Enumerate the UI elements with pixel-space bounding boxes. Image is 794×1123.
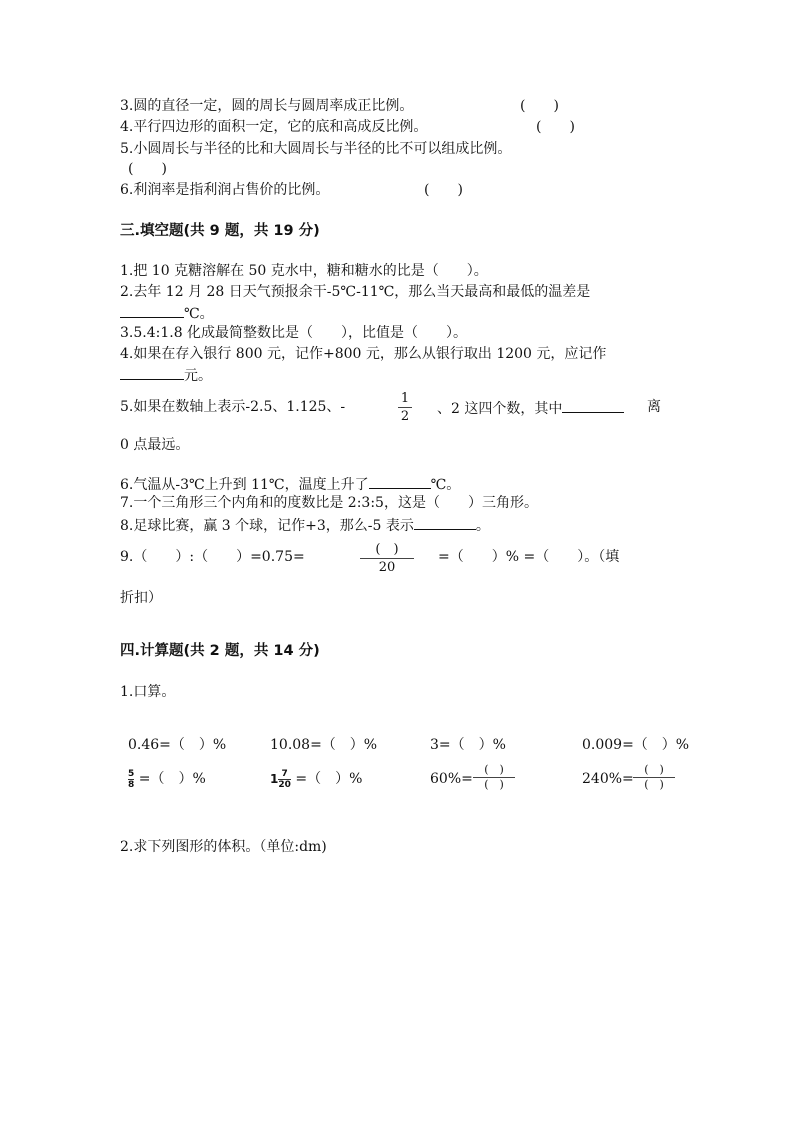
calc-row2-item1-fraction	[128, 769, 134, 790]
section3-title: 三.填空题(共 9 题，共 19 分)	[120, 223, 320, 239]
calc-row2-item4-num[interactable]: ( )	[644, 763, 664, 776]
calc-row1-item2[interactable]: 10.08=（ ）%	[270, 737, 378, 753]
fill-q8-blank[interactable]	[414, 515, 476, 530]
calc-row2-item1-rest: =（ ）%	[138, 771, 206, 787]
fill-q8-text: 8.足球比赛，赢 3 个球，记作+3，那么-5 表示	[120, 518, 414, 534]
fill-q4-unit: 元。	[184, 368, 212, 384]
judge-q5-answer[interactable]: ( )	[128, 161, 167, 177]
fill-q2-line1: 2.去年 12 月 28 日天气预报余干-5℃-11℃，那么当天最高和最低的温差是	[120, 284, 591, 300]
fill-q8-end: 。	[475, 518, 490, 534]
calc-q2: 2.求下列图形的体积。（单位:dm)	[120, 839, 327, 855]
fill-q6	[120, 474, 460, 494]
fill-q2-line2	[120, 303, 214, 323]
calc-row2-item2-den: 20	[278, 779, 291, 790]
fill-q6-blank[interactable]	[369, 474, 431, 489]
calc-row2-item2[interactable]	[270, 767, 362, 791]
calc-row2-item3-fraction[interactable]	[473, 764, 515, 791]
fill-q6-unit: ℃。	[430, 477, 461, 493]
fill-q9-fraction	[360, 542, 414, 575]
fill-q5-line1-b	[437, 398, 624, 418]
calc-row2-item1-den: 8	[128, 779, 135, 790]
fill-q8	[120, 515, 490, 535]
calc-row2-item2-fraction	[278, 769, 291, 790]
fill-q9-fraction-numerator[interactable]: ( )	[375, 542, 399, 557]
fill-q9-fraction-bar	[360, 558, 414, 559]
calc-row2-item2-num: 7	[281, 768, 288, 779]
fill-q6-text: 6.气温从-3℃上升到 11℃，温度上升了	[120, 477, 369, 493]
fill-q5-line2: 0 点最远。	[120, 437, 190, 453]
calc-row2-item1-num: 5	[128, 768, 135, 779]
fill-q3: 3.5.4:1.8 化成最简整数比是（ ），比值是（ ）。	[120, 325, 468, 341]
fill-q9-line2: 折扣）	[120, 590, 162, 606]
section4-title: 四.计算题(共 2 题，共 14 分)	[120, 643, 320, 659]
calc-row2-item3-den[interactable]: ( )	[484, 778, 504, 791]
calc-row1-item1[interactable]: 0.46=（ ）%	[128, 737, 227, 753]
fill-q7: 7.一个三角形三个内角和的度数比是 2:3:5，这是（ ）三角形。	[120, 495, 538, 511]
calc-row2-item2-whole: 1	[270, 772, 279, 786]
fill-q2-unit: ℃。	[184, 306, 214, 322]
judge-q5: 5.小圆周长与半径的比和大圆周长与半径的比不可以组成比例。	[120, 141, 512, 157]
judge-q3-text: 3.圆的直径一定，圆的周长与圆周率成正比例。	[120, 98, 414, 114]
calc-row2-item1[interactable]	[128, 767, 206, 791]
judge-q3	[120, 97, 413, 115]
judge-q6-answer[interactable]: ( )	[424, 182, 463, 198]
fill-q4-line1: 4.如果在存入银行 800 元，记作+800 元，那么从银行取出 1200 元，应记作	[120, 346, 607, 362]
fill-q2-blank[interactable]	[120, 303, 184, 318]
fill-q5-fraction-bar	[398, 407, 412, 408]
judge-q4: 4.平行四边形的面积一定，它的底和高成反比例。	[120, 119, 428, 135]
fill-q1: 1.把 10 克糖溶解在 50 克水中，糖和糖水的比是（ ）。	[120, 263, 488, 279]
fill-q9-line1-a: 9.（ ）:（ ）=0.75=	[120, 549, 305, 565]
judge-q3-answer[interactable]: ( )	[520, 98, 559, 114]
fill-q5-blank[interactable]	[562, 398, 624, 413]
fill-q4-line2	[120, 365, 212, 385]
calc-row1-item4[interactable]: 0.009=（ ）%	[582, 737, 690, 753]
fill-q4-blank[interactable]	[120, 365, 184, 380]
calc-q1: 1.口算。	[120, 684, 176, 700]
judge-q6: 6.利润率是指利润占售价的比例。	[120, 182, 330, 198]
calc-row2-item4-fraction[interactable]	[633, 764, 675, 791]
calc-row2-item3-num[interactable]: ( )	[484, 763, 504, 776]
calc-row2-item4-den[interactable]: ( )	[644, 778, 664, 791]
fill-q5-line1-a: 5.如果在数轴上表示-2.5、1.125、-	[120, 399, 346, 415]
fill-q5-fraction-denominator: 2	[400, 409, 410, 424]
fill-q5-fraction-numerator: 1	[400, 391, 410, 406]
fill-q9-line1-b: =（ ）% =（ ）。（填	[438, 549, 620, 565]
calc-row2-item3-left: 60%=	[430, 771, 473, 787]
fill-q9-fraction-denominator: 20	[378, 560, 396, 575]
fill-q5-mid-text: 、2 这四个数，其中	[437, 401, 563, 417]
calc-row2-item4-left: 240%=	[582, 771, 634, 787]
calc-row2-item2-rest: =（ ）%	[295, 771, 363, 787]
fill-q5-fraction	[398, 391, 412, 424]
calc-row1-item3[interactable]: 3=（ ）%	[430, 737, 506, 753]
judge-q4-answer[interactable]: ( )	[536, 119, 575, 135]
fill-q5-line1-c: 离	[647, 399, 661, 415]
